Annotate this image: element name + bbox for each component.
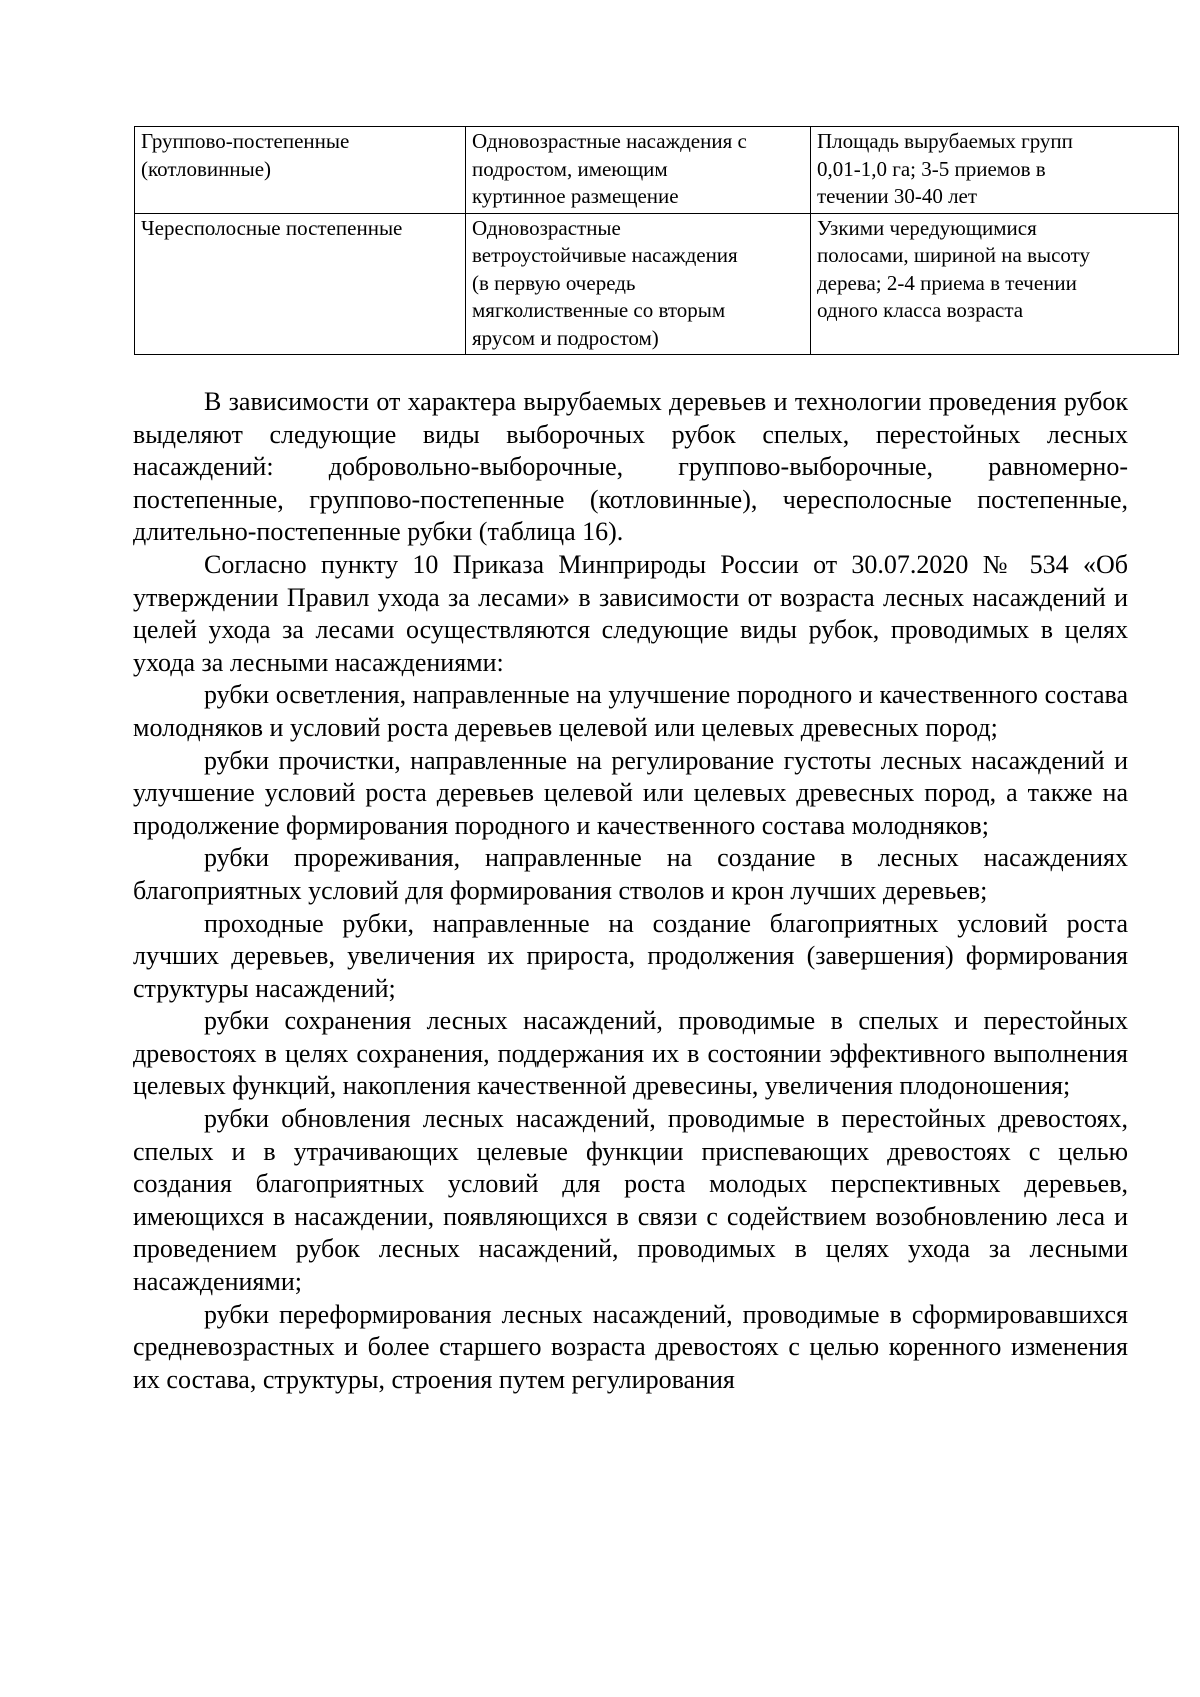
method-cell [135,127,466,214]
method-cell [135,213,466,355]
paragraph-thinning-cuts: рубки прореживания, направленные на создание в лесных насаждениях благоприятных условий для формирования стволов и крон лучших деревьев; [133,843,1128,905]
params-cell [811,127,1179,214]
cell-line: ярусом и подростом) [472,325,659,350]
paragraph-preservation-cuts: рубки сохранения лесных насаждений, проводимые в спелых и перестойных древостоях в целях сохранения, поддержания их в состоянии эффективного выполнения целевых функций, накопления качественной древесины, увеличения плодоношения; [133,1006,1128,1101]
paragraph-passage-cuts: проходные рубки, направленные на создание благоприятных условий роста лучших деревьев, увеличения их прироста, продолжения (завершения) формирования структуры насаждений; [133,908,1128,1003]
cell-line: Узкими чередующимися [817,215,1037,240]
cell-line: ветроустойчивые насаждения [472,243,738,267]
cell-line: Группово-постепенные [141,129,350,153]
cell-line: Одновозрастные насаждения с [472,129,747,153]
cutting-methods-table [134,126,1179,355]
body-text [133,386,1128,1396]
cell-line: 0,01-1,0 га; 3-5 приемов в [817,156,1046,181]
table-row [135,213,1179,355]
cell-line: одного класса возраста [817,298,1024,322]
cell-line: куртинное размещение [472,184,679,208]
paragraph-renewal-cuts: рубки обновления лесных насаждений, проводимые в перестойных древостоях, спелых и в утрачивающих целевые функции приспевающих древостоях с целью создания благоприятных условий для роста молодых перспективных деревьев, имеющихся в насаждении, появляющихся в связи с содействием возобновлению леса и проведением рубок лесных насаждений, проводимых в целях ухода за лесными насаждениями; [133,1104,1128,1297]
cell-line: Одновозрастные [472,215,621,240]
paragraph-order-reference: Согласно пункту 10 Приказа Минприроды России от 30.07.2020 № 534 «Об утверждении Правил ухода за лесами» в зависимости от возраста лесных насаждений и целей ухода за лесами осуществляются следующие виды рубок, проводимых в целях ухода за лесными насаждениями: [133,549,1128,677]
paragraph-lightening-cuts: рубки осветления, направленные на улучшение породного и качественного состава молодняков и условий роста деревьев целевой или целевых древесных пород; [133,680,1128,742]
cell-line: (котловинные) [141,156,272,181]
cell-line: (в первую очередь [472,270,636,295]
cell-line: течении 30-40 лет [817,184,978,208]
cell-line: подростом, имеющим [472,156,668,181]
cell-line: Площадь вырубаемых групп [817,129,1073,153]
stands-cell [466,127,811,214]
cell-line: мягколиственные со вторым [472,298,726,322]
cell-line: полосами, шириной на высоту [817,243,1091,267]
paragraph-cleaning-cuts: рубки прочистки, направленные на регулирование густоты лесных насаждений и улучшение условий роста деревьев целевой или целевых древесных пород, а также на продолжение формирования породного и качественного состава молодняков; [133,745,1128,840]
table-row [135,127,1179,214]
cell-line: Чересполосные постепенные [141,215,403,240]
params-cell [811,213,1179,355]
paragraph-intro: В зависимости от характера вырубаемых деревьев и технологии проведения рубок выделяют следующие виды выборочных рубок спелых, перестойных лесных насаждений: добровольно-выборочные, группово-выборочные, равномерно-постепенные, группово-постепенные (котловинные), чересполосные постепенные, длительно-постепенные рубки (таблица 16). [133,387,1128,547]
cell-line: дерева; 2-4 приема в течении [817,270,1077,295]
paragraph-reformation-cuts: рубки переформирования лесных насаждений, проводимые в сформировавшихся средневозрастных и более старшего возраста древостоях с целью коренного изменения их состава, структуры, строения путем регулирования [133,1299,1128,1394]
stands-cell [466,213,811,355]
